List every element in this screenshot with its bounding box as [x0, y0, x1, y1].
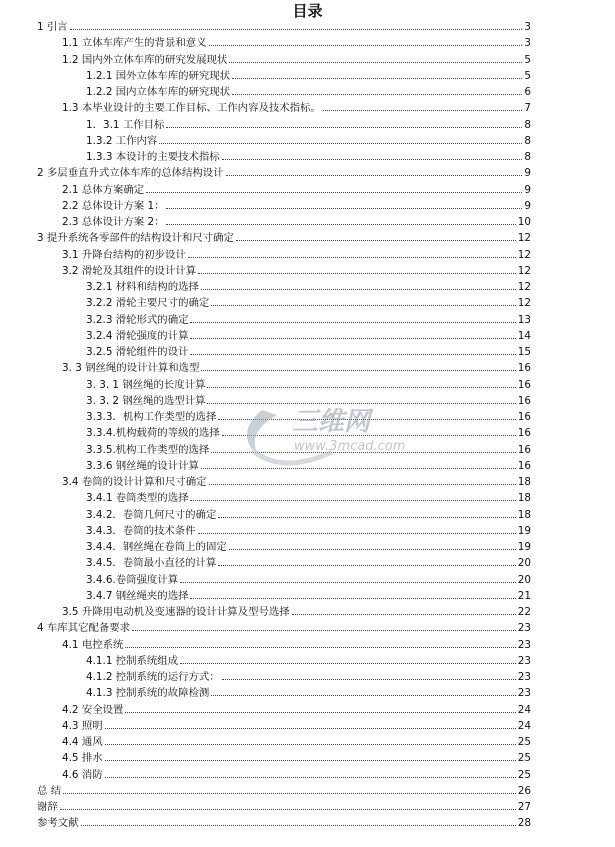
toc-entry[interactable]	[62, 214, 531, 230]
toc-entry[interactable]	[86, 653, 531, 669]
toc-entry[interactable]	[86, 279, 531, 295]
toc-leader-dots	[166, 127, 522, 128]
toc-entry-label: 3.3.3．机构工作类型的选择	[86, 411, 217, 423]
toc-entry[interactable]	[86, 68, 531, 84]
toc-entry-label: 3.4.1 卷筒类型的选择	[86, 492, 189, 505]
toc-entry[interactable]	[62, 182, 531, 198]
toc-entry-label: 参考文献	[37, 817, 79, 830]
toc-entry-page: 19	[517, 524, 531, 537]
toc-entry-label: 4.1.1 控制系统组成	[86, 654, 179, 667]
toc-entry-label: 4.3 照明	[62, 719, 103, 732]
toc-leader-dots	[198, 533, 516, 534]
toc-entry-page: 8	[524, 151, 531, 163]
toc-leader-dots	[132, 630, 516, 631]
toc-leader-dots	[190, 322, 515, 323]
toc-entry[interactable]	[86, 149, 531, 165]
toc-leader-dots	[105, 744, 516, 745]
toc-entry-page: 12	[517, 281, 531, 293]
watermark-logo	[222, 390, 442, 480]
toc-entry-label: 3.2 滑轮及其组件的设计计算	[62, 264, 197, 277]
toc-entry[interactable]	[37, 19, 531, 35]
toc-entry-label: 4.4 通风	[62, 736, 103, 748]
toc-leader-dots	[232, 94, 522, 95]
toc-entry-page: 18	[517, 492, 531, 505]
page-title: 目录	[292, 2, 323, 20]
toc-entry-page: 25	[517, 736, 531, 748]
toc-entry-label: 3.4.6.卷筒强度计算	[86, 573, 179, 586]
toc-entry-page: 12	[517, 297, 531, 310]
toc-entry-label: 谢辞	[37, 801, 58, 813]
toc-leader-dots	[125, 712, 515, 713]
toc-entry-page: 23	[517, 638, 531, 651]
toc-entry[interactable]	[62, 750, 531, 766]
toc-entry-page: 25	[517, 752, 531, 765]
toc-entry-label: 3.3.6 钢丝绳的设计计算	[86, 459, 199, 472]
toc-entry-label: 2.2 总体设计方案 1：	[62, 199, 165, 212]
toc-leader-dots	[292, 614, 516, 615]
toc-leader-dots	[180, 663, 516, 664]
toc-entry-page: 9	[524, 183, 531, 196]
toc-entry-label: 2 多层垂直升式立体车库的总体结构设计	[37, 167, 224, 180]
toc-entry[interactable]	[37, 230, 531, 246]
toc-entry[interactable]	[62, 718, 531, 734]
toc-entry-page: 22	[517, 606, 531, 618]
toc-entry[interactable]	[62, 35, 531, 51]
toc-entry[interactable]	[86, 555, 531, 571]
toc-leader-dots	[125, 647, 515, 648]
toc-leader-dots	[211, 695, 516, 696]
toc-entry-page: 8	[524, 134, 531, 147]
toc-entry[interactable]	[86, 84, 531, 100]
toc-entry-label: 4.5 排水	[62, 752, 103, 765]
toc-entry-label: 3.4.3．卷筒的技术条件	[86, 524, 196, 537]
toc-entry-page: 28	[517, 817, 531, 830]
toc-entry-page: 16	[517, 443, 531, 456]
toc-entry[interactable]	[86, 539, 531, 555]
toc-leader-dots	[222, 159, 523, 160]
toc-entry[interactable]	[62, 263, 531, 279]
toc-leader-dots	[229, 62, 522, 63]
toc-entry[interactable]	[37, 165, 531, 181]
toc-entry[interactable]	[86, 117, 531, 133]
toc-leader-dots	[226, 175, 523, 176]
toc-entry-page: 23	[517, 622, 531, 635]
toc-leader-dots	[236, 240, 516, 241]
toc-leader-dots	[60, 809, 516, 810]
toc-entry-label: 3.2.2 滑轮主要尺寸的确定	[86, 297, 210, 310]
toc-leader-dots	[229, 549, 516, 550]
toc-entry-label: 3.1 升降台结构的初步设计	[62, 248, 186, 261]
toc-entry[interactable]	[62, 604, 531, 620]
toc-leader-dots	[201, 289, 516, 290]
toc-entry[interactable]	[86, 312, 531, 328]
toc-entry[interactable]	[86, 669, 531, 685]
toc-leader-dots	[105, 777, 516, 778]
toc-leader-dots	[190, 338, 515, 339]
toc-entry-page: 10	[517, 216, 531, 228]
toc-leader-dots	[198, 273, 516, 274]
toc-entry-label: 3.3.5.机构工作类型的选择	[86, 443, 210, 456]
toc-leader-dots	[323, 110, 523, 111]
toc-entry-page: 8	[524, 118, 531, 131]
toc-entry-page: 20	[517, 557, 531, 570]
toc-entry-label: 3. 3. 2 钢丝绳的选型计算	[86, 394, 206, 407]
toc-entry[interactable]	[86, 507, 531, 523]
toc-entry[interactable]	[86, 490, 531, 506]
toc-entry-page: 7	[524, 102, 531, 115]
toc-entry-page: 16	[517, 427, 531, 440]
toc-entry-page: 25	[517, 768, 531, 781]
toc-entry-page: 16	[517, 394, 531, 407]
toc-entry-label: 4.1 电控系统	[62, 638, 124, 651]
toc-leader-dots	[105, 728, 516, 729]
toc-entry-label: 3.2.5 滑轮组件的设计	[86, 346, 189, 358]
toc-entry[interactable]	[62, 637, 531, 653]
toc-leader-dots	[207, 387, 515, 388]
toc-entry-page: 9	[524, 199, 531, 212]
toc-entry-page: 24	[517, 703, 531, 716]
toc-leader-dots	[166, 224, 515, 225]
toc-leader-dots	[209, 484, 516, 485]
toc-leader-dots	[188, 257, 516, 258]
toc-entry[interactable]	[37, 815, 531, 831]
toc-entry[interactable]	[86, 295, 531, 311]
toc-entry-page: 3	[524, 21, 531, 33]
toc-entry-page: 16	[517, 378, 531, 391]
toc-entry-label: 3. 3. 1 钢丝绳的长度计算	[86, 378, 206, 391]
toc-entry-page: 12	[517, 264, 531, 277]
toc-entry[interactable]	[86, 588, 531, 604]
toc-leader-dots	[218, 565, 515, 566]
toc-entry-label: 4.2 安全设置	[62, 703, 124, 716]
toc-entry-page: 23	[517, 687, 531, 700]
toc-leader-dots	[232, 78, 522, 79]
toc-entry-label: 1.2 国内外立体车库的研究发展现状	[62, 53, 228, 66]
toc-entry-page: 15	[517, 346, 531, 358]
toc-entry-label: 1.2.2 国内立体车库的研究现状	[86, 86, 231, 98]
toc-leader-dots	[63, 793, 516, 794]
toc-entry-page: 18	[517, 508, 531, 521]
toc-entry-label: 3.2.4 滑轮强度的计算	[86, 329, 189, 342]
toc-entry-label: 3.2.1 材料和结构的选择	[86, 281, 199, 293]
toc-entry-label: 1 引言	[37, 21, 68, 33]
toc-entry[interactable]	[62, 198, 531, 214]
toc-leader-dots	[211, 305, 516, 306]
toc-entry-page: 6	[524, 86, 531, 98]
toc-entry-page: 16	[517, 411, 531, 423]
toc-leader-dots	[218, 517, 515, 518]
toc-leader-dots	[81, 825, 516, 826]
toc-entry-label: 1.3.3 本设计的主要技术指标	[86, 151, 220, 163]
toc-leader-dots	[105, 760, 516, 761]
toc-entry-page: 23	[517, 671, 531, 683]
toc-entry-page: 5	[524, 69, 531, 82]
toc-entry-label: 1.3.2 工作内容	[86, 134, 158, 147]
toc-entry[interactable]	[86, 133, 531, 149]
toc-entry-page: 18	[517, 476, 531, 488]
toc-leader-dots	[209, 45, 523, 46]
toc-entry[interactable]	[86, 344, 531, 360]
toc-entry-label: 3.3.4.机构载荷的等级的选择	[86, 427, 220, 440]
toc-leader-dots	[190, 354, 515, 355]
toc-entry-page: 26	[517, 784, 531, 797]
toc-entry-label: 4.1.3 控制系统的故障检测	[86, 687, 210, 700]
toc-entry[interactable]	[62, 360, 531, 376]
toc-entry[interactable]	[37, 620, 531, 636]
toc-entry-page: 14	[517, 329, 531, 342]
toc-entry-label: 1.1 立体车库产生的背景和意义	[62, 37, 207, 50]
toc-entry-label: 2.3 总体设计方案 2：	[62, 216, 165, 228]
toc-entry[interactable]	[37, 799, 531, 815]
toc-leader-dots	[159, 143, 522, 144]
toc-entry[interactable]	[86, 523, 531, 539]
toc-entry-page: 9	[524, 167, 531, 180]
toc-entry-label: 3.4.5．卷筒最小直径的计算	[86, 557, 217, 570]
toc-leader-dots	[180, 582, 516, 583]
toc-entry[interactable]	[62, 52, 531, 68]
toc-entry-label: 4.1.2 控制系统的运行方式：	[86, 671, 220, 683]
toc-entry-page: 19	[517, 541, 531, 553]
toc-entry-label: 4 车库其它配备要求	[37, 622, 131, 635]
toc-leader-dots	[190, 500, 515, 501]
toc-entry-page: 21	[517, 589, 531, 602]
toc-leader-dots	[190, 598, 515, 599]
toc-entry-page: 13	[517, 313, 531, 326]
toc-entry-label: 3.4.4．钢丝绳在卷筒上的固定	[86, 541, 227, 553]
toc-entry-label: 3.2.3 滑轮形式的确定	[86, 313, 189, 326]
toc-entry[interactable]	[37, 783, 531, 799]
toc-entry[interactable]	[62, 767, 531, 783]
toc-entry-label: 3.4 卷筒的设计计算和尺寸确定	[62, 476, 207, 488]
toc-entry-label: 1．3.1 工作目标	[86, 118, 165, 131]
toc-entry-label: 1.2.1 国外立体车库的研究现状	[86, 69, 231, 82]
toc-entry-page: 27	[517, 801, 531, 813]
toc-entry-page: 16	[517, 459, 531, 472]
toc-leader-dots	[166, 208, 522, 209]
toc-entry-label: 总 结	[37, 784, 62, 797]
toc-entry-label: 3.4.2．卷筒几何尺寸的确定	[86, 508, 217, 521]
toc-entry-page: 5	[524, 53, 531, 66]
toc-leader-dots	[146, 192, 522, 193]
toc-entry-label: 3.5 升降用电动机及变速器的设计计算及型号选择	[62, 606, 290, 618]
toc-entry-page: 24	[517, 719, 531, 732]
watermark-url: www.3mcad.com	[294, 439, 406, 454]
toc-leader-dots	[201, 370, 515, 371]
toc-entry-page: 20	[517, 573, 531, 586]
toc-entry[interactable]	[86, 572, 531, 588]
watermark-brand: 三维网	[292, 407, 371, 437]
toc-entry-label: 3 提升系统各零部件的结构设计和尺寸确定	[37, 232, 234, 245]
toc-entry[interactable]	[86, 685, 531, 701]
toc-entry-label: 3.4.7 钢丝绳夹的选择	[86, 589, 189, 602]
toc-leader-dots	[70, 29, 523, 30]
toc-entry-label: 4.6 消防	[62, 768, 103, 781]
toc-entry-page: 16	[517, 362, 531, 375]
toc-entry[interactable]	[62, 100, 531, 116]
toc-entry[interactable]	[62, 734, 531, 750]
toc-entry[interactable]	[86, 328, 531, 344]
toc-entry-label: 2.1 总体方案确定	[62, 183, 145, 196]
toc-entry-label: 3. 3 钢丝绳的设计计算和选型	[62, 362, 200, 375]
toc-entry[interactable]	[62, 702, 531, 718]
toc-entry-label: 1.3 本毕业设计的主要工作目标、工作内容及技术指标。	[62, 102, 321, 115]
toc-entry[interactable]	[62, 247, 531, 263]
toc-leader-dots	[222, 679, 516, 680]
toc-entry-page: 3	[524, 37, 531, 50]
toc-entry-page: 12	[517, 248, 531, 261]
toc-entry-page: 23	[517, 654, 531, 667]
toc-entry-page: 12	[517, 232, 531, 245]
